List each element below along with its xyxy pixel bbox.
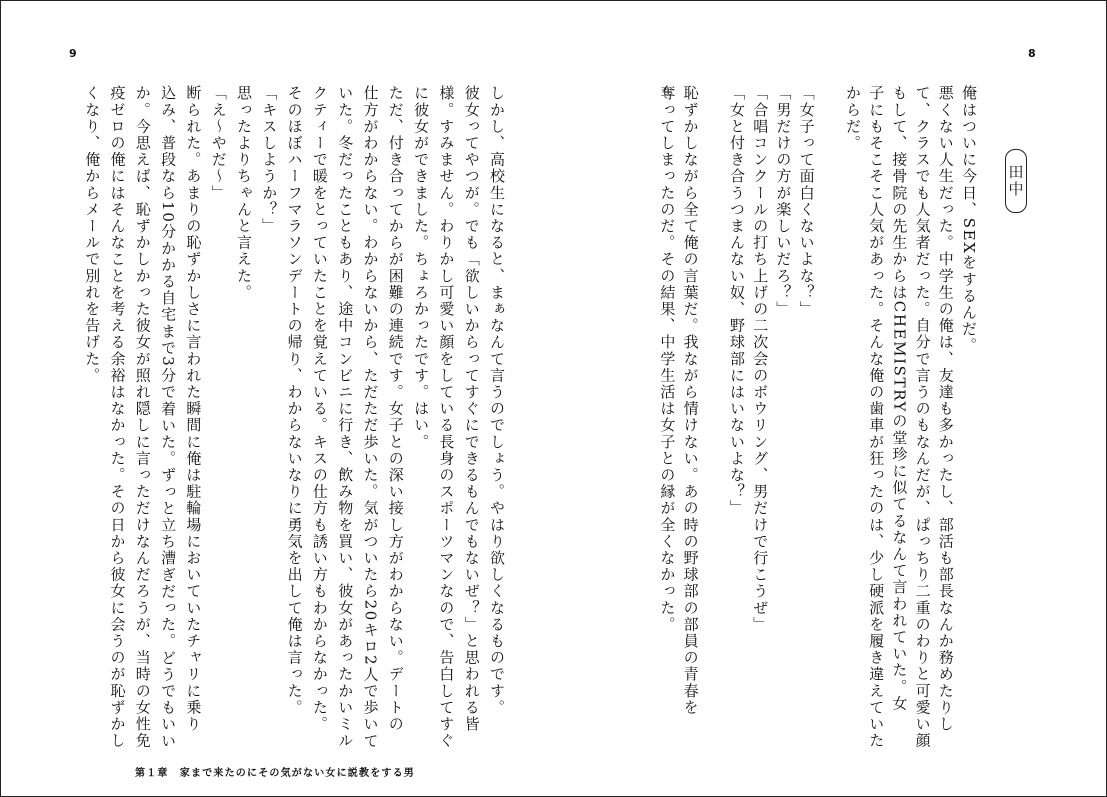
text-column: 込み、普段なら10分かかる自宅まで3分で着いた。ずっと立ち漕ぎだった。どうでもいい	[159, 85, 178, 750]
running-footer-title: 第１章 家まで来たのにその気がない女に説教をする男	[135, 768, 415, 779]
text-column: ただ、付き合ってからが困難の連続です。女子との深い接し方がわからない。デートの	[386, 85, 405, 733]
text-column: 「キスしようか？」	[260, 85, 279, 235]
text-column: クティーで暖をとっていたことを覚えている。キスの仕方も誘い方もわからなかった。	[310, 85, 329, 733]
speaker-char: 中	[1008, 180, 1024, 198]
text-column: いた。冬だったこともあり、途中コンビニに行き、飲み物を買い、彼女があったかいミル	[336, 85, 355, 749]
text-column: そのほぼハーフマラソンデートの帰り、わからないなりに勇気を出して俺は言った。	[285, 85, 304, 716]
speaker-name-badge	[1005, 149, 1027, 213]
text-column: か。今思えば、恥ずかしかった彼女が照れ隠しに言っただけなんだろうが、当時の女性免	[133, 85, 152, 749]
text-column: 恥ずかしながら全て俺の言葉だ。我ながら情けない。あの時の野球部の部員の青春を	[681, 85, 700, 716]
text-column: 悪くない人生だった。中学生の俺は、友達も多かったし、部活も部長なんか務めたりし	[936, 85, 955, 733]
text-column: 「合唱コンクールの打ち上げの二次会のボウリング、男だけで行こうぜ」	[751, 85, 770, 633]
speaker-char: 田	[1008, 162, 1024, 181]
text-column: 思ったよりちゃんと言えた。	[235, 85, 253, 301]
text-column: 断られた。あまりの恥ずかしさに言われた瞬間に俺は駐輪場においていたチャリに乗り	[184, 85, 203, 733]
text-column: 様。すみません。わりかし可愛い顔をしている長身のスポーツマンなので、告白してすぐ	[437, 85, 456, 749]
text-column: 彼女ってやつが。でも「欲しいからってすぐにできるもんでもないぜ？」と思われる皆	[462, 85, 481, 733]
text-column: 仕方がわからない。わからないから、ただただ歩いた。気がついたら20キロ2人で歩いて	[361, 85, 380, 750]
page-number-left: 9	[69, 47, 77, 60]
text-column: て、クラスでも人気者だった。自分で言うのもなんだが、ぱっちり二重のわりと可愛い顔	[913, 85, 932, 749]
text-column: 奪ってしまったのだ。その結果、中学生活は女子との縁が全くなかった。	[658, 85, 677, 633]
text-column: くなり、俺からメールで別れを告げた。	[83, 85, 102, 384]
text-column: 「男だけの方が楽しいだろ？」	[774, 85, 793, 318]
text-column: に彼女ができました。ちょろかったです。はい。	[412, 85, 431, 451]
text-column: 「女と付き合うつまんない奴、野球部にはいないよな？」	[728, 85, 746, 517]
text-column: からだ。	[844, 85, 862, 152]
text-column: 俺はついに今日、SEXをするんだ。	[960, 85, 978, 355]
text-column: 「え〜やだ〜」	[209, 85, 228, 202]
text-column: 「女子って面白くないよな？」	[797, 85, 816, 318]
text-column: 疫ゼロの俺にはそんなことを考える余裕はなかった。その日から彼女に会うのが恥ずかし	[108, 85, 127, 749]
text-column: しかし、高校生になると、まぁなんて言うのでしょう。やはり欲しくなるものです。	[488, 85, 506, 716]
page-number-right: 8	[1028, 47, 1036, 60]
text-column: もして、接骨院の先生からはCHEMISTRYの堂珍に似てるなんて言われていた。女	[890, 85, 909, 712]
text-column: 子にもそこそこ人気があった。そんな俺の歯車が狂ったのは、少し硬派を履き違えていた	[867, 85, 886, 749]
